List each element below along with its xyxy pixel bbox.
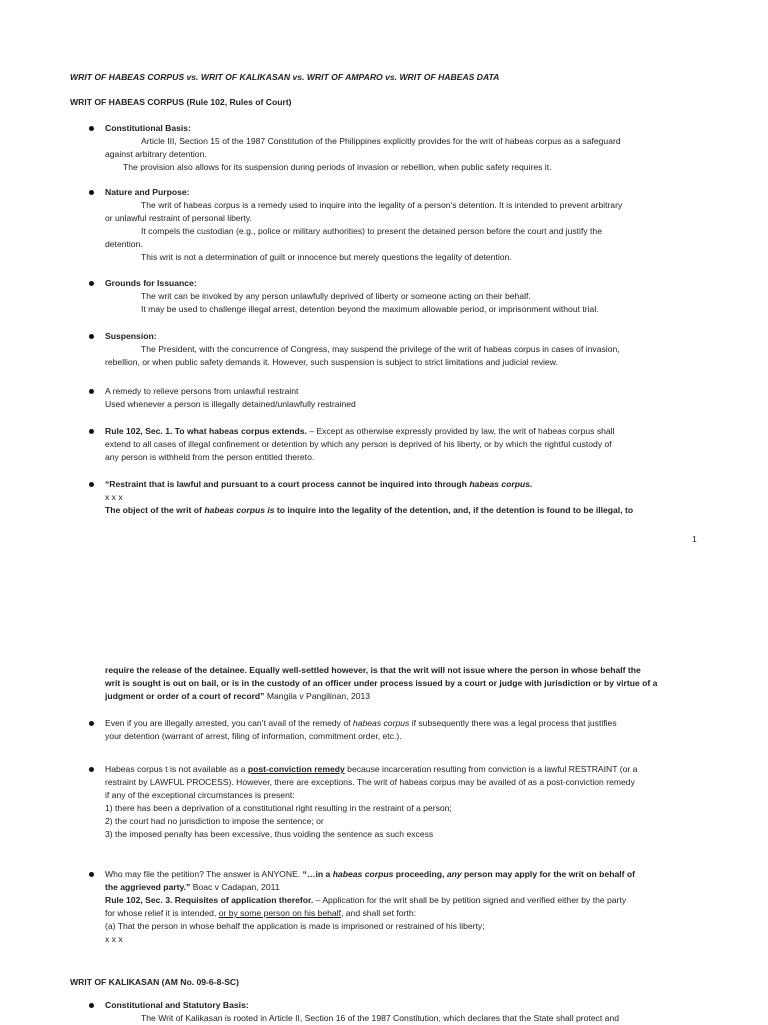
rule102-sec3-label: Rule 102, Sec. 3. Requisites of application therefor. — [105, 895, 314, 905]
illegally-arrested-text: your detention (warrant of arrest, filing of information, commitment order, etc.). — [105, 731, 402, 741]
suspension-section — [0, 330, 768, 369]
rule102-sec3-text: – Application for the writ shall be by petition signed and verified either by the party — [313, 895, 627, 905]
post-conviction-emphasis: post-conviction remedy — [247, 764, 345, 774]
nature-purpose-text: The writ of habeas corpus is a remedy used to inquire into the legality of a person's detention. It is intended to prevent arbitrary — [141, 200, 623, 210]
illegally-arrested-italic: habeas corpus — [352, 718, 410, 728]
restraint-quote-text: “Restraint that is lawful and pursuant to a court process cannot be inquired into through — [105, 479, 470, 489]
constitutional-basis-text: Article III, Section 15 of the 1987 Constitution of the Philippines explicitly provides for the writ of habeas corpus as a safeguard — [141, 136, 621, 146]
bullet-icon — [89, 767, 94, 772]
constitutional-basis-text: The provision also allows for its suspension during periods of invasion or rebellion, when public safety requires it. — [123, 162, 552, 172]
constitutional-basis-text: against arbitrary detention. — [105, 149, 207, 159]
nature-purpose-text: or unlawful restraint of personal liberty. — [105, 213, 252, 223]
rule102-sec3-text: (a) That the person in whose behalf the application is made is imprisoned or restrained of his liberty; — [105, 921, 485, 931]
post-conviction-section — [0, 763, 768, 841]
illegally-arrested-text: Even if you are illegally arrested, you can’t avail of the remedy of — [105, 718, 353, 728]
kalikasan-heading: WRIT OF KALIKASAN (AM No. 09-6-8-SC) — [70, 977, 240, 987]
remedy-text: Used whenever a person is illegally detained/unlawfully restrained — [105, 399, 356, 409]
restraint-quote-italic: habeas corpus is — [204, 505, 275, 515]
illegally-arrested-text: if subsequently there was a legal process that justifies — [409, 718, 617, 728]
who-may-file-line — [105, 868, 768, 881]
who-may-file-text: Who may file the petition? The answer is ANYONE. — [105, 869, 303, 879]
illegally-arrested-line — [105, 717, 768, 730]
grounds-text: It may be used to challenge illegal arrest, detention beyond the maximum allowable period, or imprisonment without trial. — [141, 304, 599, 314]
post-conviction-text: because incarceration resulting from conviction is a lawful RESTRAINT (or a — [344, 764, 638, 774]
continuation-quote-text: writ is sought is out on bail, or is in the custody of an officer under process issued by a court or judge with jurisdiction or by virtue of a — [105, 678, 658, 688]
document-title: WRIT OF HABEAS CORPUS vs. WRIT OF KALIKASAN vs. WRIT OF AMPARO vs. WRIT OF HABEAS DATA — [70, 72, 500, 82]
rule102-sec3-ellipsis: x x x — [105, 934, 123, 944]
continuation-quote-section — [0, 664, 768, 703]
bullet-icon — [89, 429, 94, 434]
continuation-quote-text: judgment or order of a court of record” — [105, 691, 265, 701]
who-may-file-quote: person may apply for the writ on behalf of — [461, 869, 635, 879]
who-may-file-quote: “…in a — [302, 869, 333, 879]
who-may-file-quote: proceeding, — [393, 869, 447, 879]
post-conviction-item: 3) the imposed penalty has been excessive, thus voiding the sentence as such excess — [105, 829, 434, 839]
habeas-heading: WRIT OF HABEAS CORPUS (Rule 102, Rules of Court) — [70, 97, 292, 107]
page-number: 1 — [692, 534, 697, 544]
suspension-label: Suspension: — [105, 331, 157, 341]
rule102-sec1-section — [0, 425, 768, 464]
rule102-sec1-label: Rule 102, Sec. 1. To what habeas corpus extends. — [105, 426, 307, 436]
post-conviction-item: 1) there has been a deprivation of a constitutional right resulting in the restraint of a person; — [105, 803, 452, 813]
grounds-text: The writ can be invoked by any person unlawfully deprived of liberty or someone acting on their behalf. — [141, 291, 531, 301]
grounds-label: Grounds for Issuance: — [105, 278, 197, 288]
rule102-sec1-line — [105, 425, 768, 438]
restraint-quote-section — [0, 478, 768, 517]
rule102-sec3-line — [105, 907, 768, 920]
kalikasan-basis-text: The Writ of Kalikasan is rooted in Article II, Section 16 of the 1987 Constitution, which declares that the State shall protect and — [141, 1013, 620, 1023]
nature-purpose-text: This writ is not a determination of guilt or innocence but merely questions the legality of detention. — [141, 252, 512, 262]
restraint-quote-line — [105, 504, 768, 517]
remedy-text: A remedy to relieve persons from unlawful restraint — [105, 386, 299, 396]
bullet-icon — [89, 872, 94, 877]
citation: Boac v Cadapan, 2011 — [190, 882, 280, 892]
bullet-icon — [89, 281, 94, 286]
rule102-sec1-text: any person is withheld from the person entitled thereto. — [105, 452, 315, 462]
who-may-file-quote: the aggrieved party.” — [105, 882, 191, 892]
rule102-sec1-text: extend to all cases of illegal confinement or detention by which any person is deprived of his liberty, or by which the rightful custody of — [105, 439, 612, 449]
kalikasan-basis-section — [0, 999, 768, 1025]
who-may-file-line — [105, 881, 768, 894]
suspension-text: rebellion, or when public safety demands it. However, such suspension is subject to strict limitations and judicial review. — [105, 357, 558, 367]
rule102-sec3-underlined: or by some person on his behalf — [218, 908, 341, 918]
restraint-quote-text: to inquire into the legality of the detention, and, if the detention is found to be illegal, to — [274, 505, 634, 515]
restraint-ellipsis: x x x — [105, 492, 123, 502]
bullet-icon — [89, 389, 94, 394]
rule102-sec3-text: , and shall set forth: — [340, 908, 416, 918]
restraint-quote-line — [105, 478, 768, 491]
illegally-arrested-section — [0, 717, 768, 743]
restraint-quote-italic: habeas corpus. — [469, 479, 533, 489]
bullet-icon — [89, 126, 94, 131]
post-conviction-item: 2) the court had no jurisdiction to impose the sentence; or — [105, 816, 324, 826]
continuation-quote-text: require the release of the detainee. Equally well-settled however, is that the writ will not issue where the person in whose behalf the — [105, 665, 641, 675]
nature-purpose-section — [0, 186, 768, 264]
post-conviction-line — [105, 763, 768, 776]
bullet-icon — [89, 482, 94, 487]
rule102-sec1-text: – Except as otherwise expressly provided by law, the writ of habeas corpus shall — [306, 426, 615, 436]
who-may-file-italic: habeas corpus — [332, 869, 394, 879]
nature-purpose-label: Nature and Purpose: — [105, 187, 190, 197]
continuation-quote-line — [105, 690, 768, 703]
who-may-file-section — [0, 868, 768, 946]
constitutional-basis-label: Constitutional Basis: — [105, 123, 191, 133]
who-may-file-italic: any — [446, 869, 462, 879]
kalikasan-heading-block — [0, 976, 768, 989]
suspension-text: The President, with the concurrence of Congress, may suspend the privilege of the writ of habeas corpus in cases of invasion, — [141, 344, 620, 354]
restraint-quote-text: The object of the writ of — [105, 505, 205, 515]
nature-purpose-text: It compels the custodian (e.g., police or military authorities) to present the detained person before the court and justify the — [141, 226, 602, 236]
rule102-sec3-line — [105, 894, 768, 907]
habeas-heading-block — [0, 96, 768, 109]
post-conviction-text: if any of the exceptional circumstances is present: — [105, 790, 295, 800]
constitutional-basis-section — [0, 122, 768, 174]
bullet-icon — [89, 334, 94, 339]
citation: Mangila v Pangilinan, 2013 — [264, 691, 371, 701]
bullet-icon — [89, 721, 94, 726]
grounds-section — [0, 277, 768, 316]
post-conviction-text: restraint by LAWFUL PROCESS). However, there are exceptions. The writ of habeas corpus may be availed of as a post-conviction remedy — [105, 777, 635, 787]
document-title-block — [0, 71, 768, 84]
post-conviction-text: Habeas corpus t is not available as a — [105, 764, 248, 774]
remedy-section — [0, 385, 768, 411]
bullet-icon — [89, 1003, 94, 1008]
rule102-sec3-text: for whose relief it is intended, — [105, 908, 219, 918]
bullet-icon — [89, 190, 94, 195]
nature-purpose-text: detention. — [105, 239, 143, 249]
kalikasan-basis-label: Constitutional and Statutory Basis: — [105, 1000, 249, 1010]
